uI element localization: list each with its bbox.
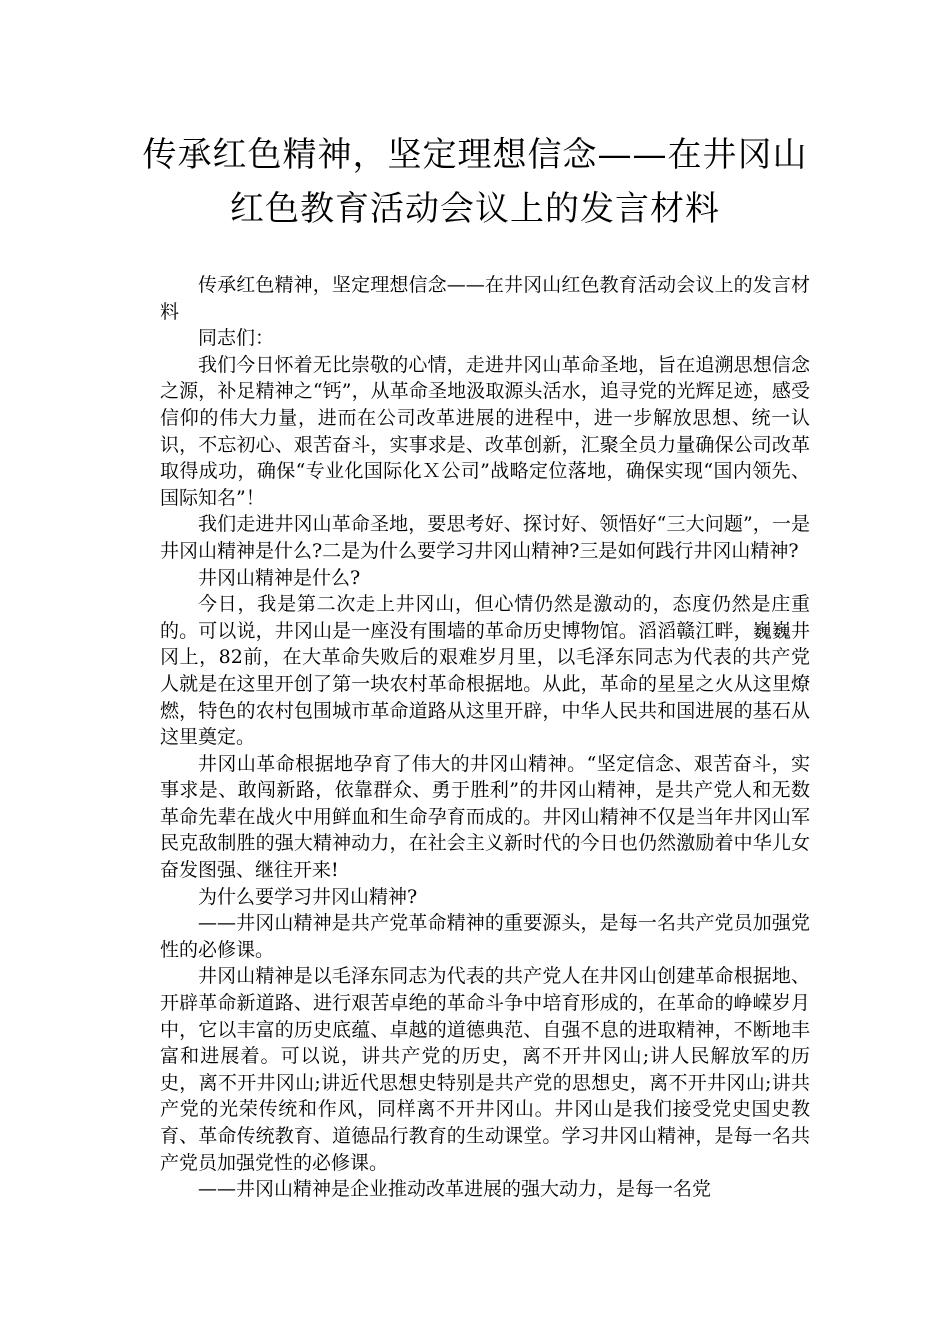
- body-paragraph-salutation: 同志们：: [198, 327, 275, 350]
- document-title: 传承红色精神，坚定理想信念——在井冈山红色教育活动会议上的发言材料: [142, 135, 808, 229]
- body-paragraph: 我们今日怀着无比崇敬的心情，走进井冈山革命圣地，旨在追溯思想信念之源，补足精神之“钙”，从革命圣地汲取源头活水，追寻党的光辉足迹，感受信仰的伟大力量，进而在公司改革进展的进程中，进一步解放思想、统一认识，不忘初心、艰苦奋斗，实事求是、改革创新，汇聚全员力量确保公司改革取得成功，确保“专业化国际化Ｘ公司”战略定位落地，确保实现“国内领先、国际知名”！: [160, 353, 810, 509]
- document-body: [160, 272, 810, 1203]
- body-paragraph-heading-repeat: 传承红色精神，坚定理想信念——在井冈山红色教育活动会议上的发言材料: [160, 274, 810, 323]
- body-paragraph: 井冈山革命根据地孕育了伟大的井冈山精神。“坚定信念、艰苦奋斗，实事求是、敢闯新路，依靠群众、勇于胜利”的井冈山精神，是共产党人和无数革命先辈在战火中用鲜血和生命孕育而成的。井冈山精神不仅是当年井冈山军民克敌制胜的强大精神动力，在社会主义新时代的今日也仍然激励着中华儿女奋发图强、继往开来!: [160, 752, 810, 882]
- body-paragraph: ——井冈山精神是共产党革命精神的重要源头，是每一名共产党员加强党性的必修课。: [160, 912, 810, 961]
- section-heading: 为什么要学习井冈山精神?: [198, 885, 418, 908]
- body-paragraph: 今日，我是第二次走上井冈山，但心情仍然是激动的，态度仍然是庄重的。可以说，井冈山是一座没有围墙的革命历史博物馆。滔滔赣江畔，巍巍井冈上，82前，在大革命失败后的艰难岁月里，以毛泽东同志为代表的共产党人就是在这里开创了第一块农村革命根据地。从此，革命的星星之火从这里燎燃，特色的农村包围城市革命道路从这里开辟，中华人民共和国进展的基石从这里奠定。: [160, 593, 810, 749]
- body-paragraph: 我们走进井冈山革命圣地，要思考好、探讨好、领悟好“三大问题”，一是井冈山精神是什么?二是为什么要学习井冈山精神?三是如何践行井冈山精神?: [160, 513, 810, 562]
- section-heading: 井冈山精神是什么?: [198, 566, 361, 589]
- body-paragraph: ——井冈山精神是企业推动改革进展的强大动力，是每一名党: [198, 1178, 712, 1201]
- body-paragraph: 井冈山精神是以毛泽东同志为代表的共产党人在井冈山创建革命根据地、开辟革命新道路、进行艰苦卓绝的革命斗争中培育形成的，在革命的峥嵘岁月中，它以丰富的历史底蕴、卓越的道德典范、自强不息的进取精神，不断地丰富和进展着。可以说，讲共产党的历史，离不开井冈山;讲人民解放军的历史，离不开井冈山;讲近代思想史特别是共产党的思想史，离不开井冈山;讲共产党的光荣传统和作风，同样离不开井冈山。井冈山是我们接受党史国史教育、革命传统教育、道德品行教育的生动课堂。学习井冈山精神，是每一名共产党员加强党性的必修课。: [160, 965, 810, 1174]
